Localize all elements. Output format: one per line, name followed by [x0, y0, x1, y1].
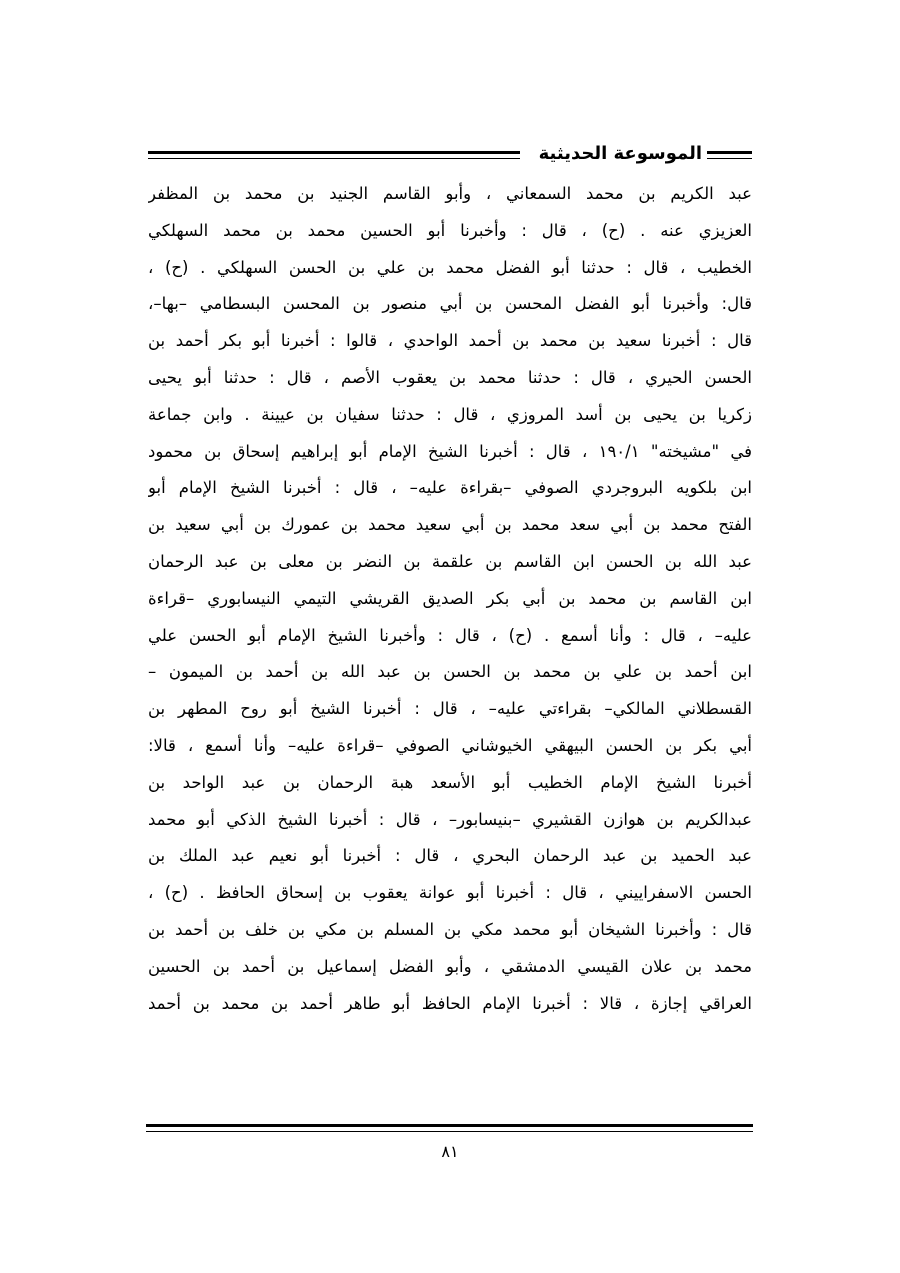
text-line: الحسن الاسفراييني ، قال : أخبرنا أبو عوانة يعقوب بن إسحاق الحافظ . (ح) ، [148, 883, 752, 903]
text-line: عبدالكريم بن هوازن القشيري –بنيسابور– ، قال : أخبرنا الشيخ الذكي أبو محمد [148, 809, 752, 829]
footer-rule-thick [146, 1124, 753, 1127]
text-line: أخبرنا الشيخ الإمام الخطيب أبو الأسعد هبة الرحمان بن عبد الواحد بن [148, 772, 752, 792]
text-line: قال: وأخبرنا أبو الفضل المحسن بن أبي منصور بن المحسن البسطامي –بها–، [148, 294, 752, 314]
text-line: عبد الكريم بن محمد السمعاني ، وأبو القاسم الجنيد بن محمد بن المظفر [148, 184, 752, 203]
body-text [148, 176, 752, 1022]
text-line: عبد الحميد بن عبد الرحمان البحري ، قال : أخبرنا أبو نعيم عبد الملك بن [148, 846, 752, 866]
text-line: الخطيب ، قال : حدثنا أبو الفضل محمد بن علي بن الحسن السهلكي . (ح) ، [148, 257, 752, 277]
text-line: قال : وأخبرنا الشيخان أبو محمد مكي بن المسلم بن مكي بن خلف بن أحمد بن [148, 919, 752, 939]
header-rule-left-thick [148, 151, 520, 154]
text-line: عليه– ، قال : وأنا أسمع . (ح) ، قال : وأخبرنا الشيخ الإمام أبو الحسن علي [148, 625, 752, 645]
text-line: ابن القاسم بن محمد بن أبي بكر الصديق القريشي التيمي النيسابوري –قراءة [148, 588, 752, 608]
text-line: القسطلاني المالكي– بقراءتي عليه– ، قال : أخبرنا الشيخ أبو روح المطهر بن [148, 699, 752, 719]
text-line: الفتح محمد بن أبي سعد محمد بن أبي سعيد محمد بن عمورك بن أبي سعيد بن [148, 515, 752, 535]
text-line: العراقي إجازة ، قالا : أخبرنا الإمام الحافظ أبو طاهر أحمد بن محمد بن أحمد [148, 993, 752, 1013]
text-line: أبي بكر بن الحسن البيهقي الخيوشاني الصوفي –قراءة عليه– وأنا أسمع ، قالا: [148, 735, 752, 755]
text-line: زكريا بن يحيى بن أسد المروزي ، قال : حدثنا سفيان بن عيينة . وابن جماعة [148, 404, 752, 424]
text-line: العزيزي عنه . (ح) ، قال : وأخبرنا أبو الحسين محمد بن محمد السهلكي [148, 220, 752, 240]
footer-rule-thin [146, 1131, 753, 1132]
header-rule-left-thin [148, 158, 520, 159]
text-line: ابن أحمد بن علي بن محمد بن الحسن بن عبد الله بن أحمد بن الميمون – [148, 662, 752, 682]
running-header [148, 140, 752, 176]
header-title: الموسوعة الحديثية [538, 143, 702, 164]
text-line: عبد الله بن الحسن ابن القاسم بن علقمة بن النضر بن معلى بن عبد الرحمان [148, 551, 752, 571]
page-number: ٨١ [441, 1142, 459, 1161]
text-line: ابن بلكويه البروجردي الصوفي –بقراءة عليه– ، قال : أخبرنا الشيخ الإمام أبو [148, 478, 752, 498]
text-line: الحسن الحيري ، قال : حدثنا محمد بن يعقوب الأصم ، قال : حدثنا أبو يحيى [148, 367, 752, 387]
header-rule-right-thick [707, 151, 752, 154]
text-line: في "مشيخته" ١٩٠/١ ، قال : أخبرنا الشيخ الإمام أبو إبراهيم إسحاق بن محمود [148, 441, 752, 461]
text-line: محمد بن علان القيسي الدمشقي ، وأبو الفضل إسماعيل بن أحمد بن الحسين [148, 956, 752, 976]
header-rule-right-thin [707, 158, 752, 159]
text-line: قال : أخبرنا سعيد بن محمد بن أحمد الواحدي ، قالوا : أخبرنا أبو بكر أحمد بن [148, 331, 752, 351]
